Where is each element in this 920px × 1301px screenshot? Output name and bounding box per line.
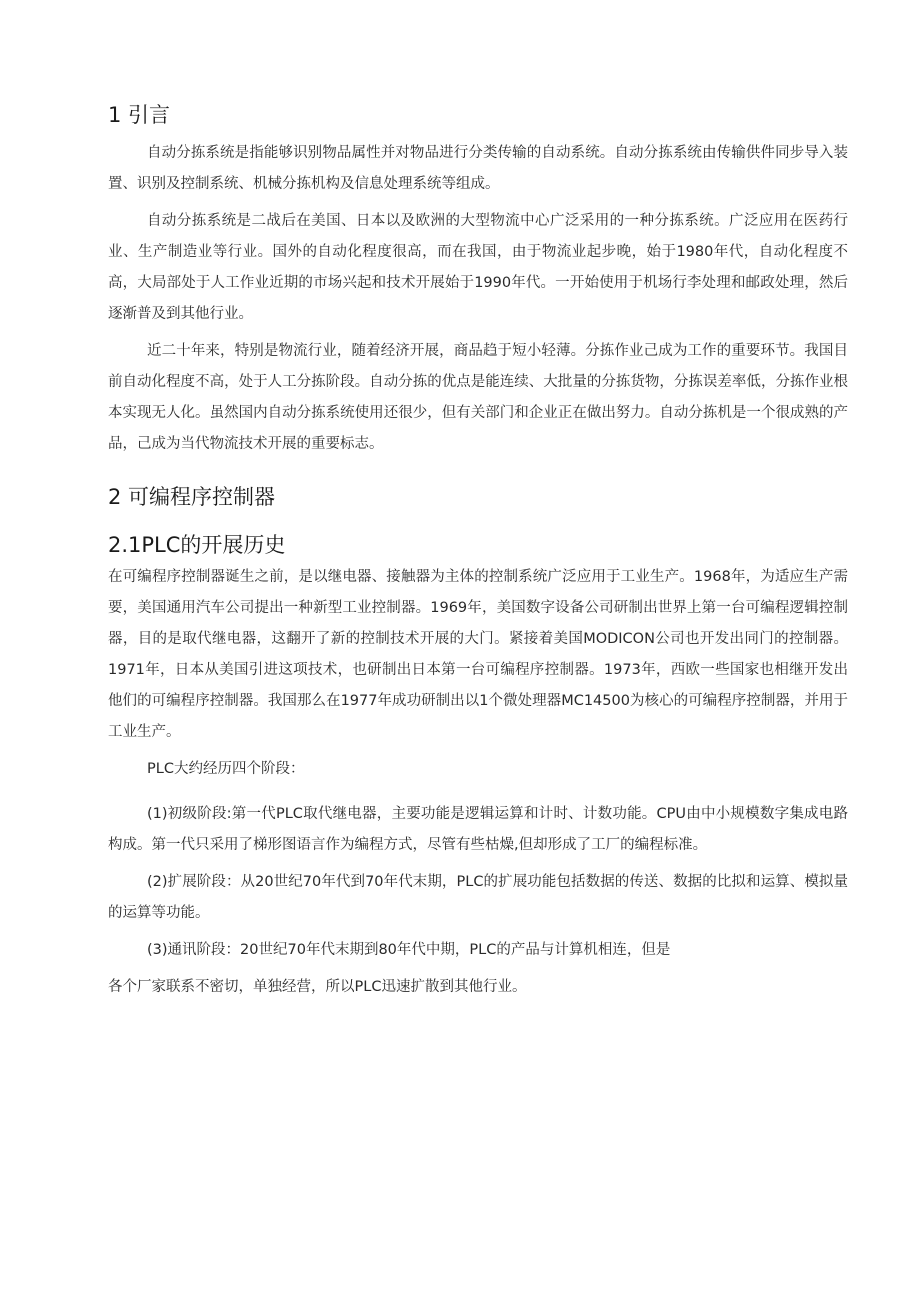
list-item-stage-2: (2)扩展阶段：从20世纪70年代到70年代末期，PLC的扩展功能包括数据的传送、数据的比拟和运算、模拟量的运算等功能。: [108, 874, 848, 921]
section-heading-introduction: 1 引言: [108, 103, 171, 127]
section-heading-plc: 2 可编程序控制器: [108, 485, 276, 509]
paragraph-continuation: 各个厂家联系不密切，单独经营，所以PLC迅速扩散到其他行业。: [108, 979, 527, 995]
paragraph: 自动分拣系统是指能够识别物品属性并对物品进行分类传输的自动系统。自动分拣系统由传输供件同步导入装置、识别及控制系统、机械分拣机构及信息处理系统等组成。: [108, 145, 848, 192]
paragraph: 自动分拣系统是二战后在美国、日本以及欧洲的大型物流中心广泛采用的一种分拣系统。广泛应用在医药行业、生产制造业等行业。国外的自动化程度很高，而在我国，由于物流业起步晚，始于1980年代，自动化程度不高，大局部处于人工作业近期的市场兴起和技术开展始于1990年代。一开始使用于机场行李处理和邮政处理，然后逐渐普及到其他行业。: [108, 213, 848, 322]
paragraph: 在可编程序控制器诞生之前，是以继电器、接触器为主体的控制系统广泛应用于工业生产。1968年，为适应生产需要，美国通用汽车公司提出一种新型工业控制器。1969年，美国数字设备公司研制出世界上第一台可编程逻辑控制器，目的是取代继电器，这翻开了新的控制技术开展的大门。紧接着美国MODICON公司也开发出同门的控制器。1971年，日本从美国引进这项技术，也研制出日本第一台可编程序控制器。1973年，西欧一些国家也相继开发出他们的可编程序控制器。我国那么在1977年成功研制出以1个微处理器MC14500为核心的可编程序控制器，并用于工业生产。: [108, 569, 848, 740]
document-page: [108, 98, 848, 1003]
list-item-stage-3: (3)通讯阶段：20世纪70年代末期到80年代中期，PLC的产品与计算机相连，但是: [147, 942, 671, 958]
paragraph: 近二十年来，特别是物流行业，随着经济开展，商品趋于短小轻薄。分拣作业己成为工作的重要环节。我国目前自动化程度不高，处于人工分拣阶段。自动分拣的优点是能连续、大批量的分拣货物，分拣误差率低，分拣作业根本实现无人化。虽然国内自动分拣系统使用还很少，但有关部门和企业正在做出努力。自动分拣机是一个很成熟的产品，己成为当代物流技术开展的重要标志。: [108, 343, 848, 452]
subsection-heading-plc-history: 2.1PLC的开展历史: [108, 533, 286, 557]
list-item-stage-1: (1)初级阶段:第一代PLC取代继电器，主要功能是逻辑运算和计时、计数功能。CPU由中小规模数字集成电路构成。第一代只采用了梯形图语言作为编程方式，尽管有些枯燥,但却形成了工厂的编程标准。: [108, 806, 848, 853]
paragraph: PLC大约经历四个阶段：: [147, 761, 305, 777]
